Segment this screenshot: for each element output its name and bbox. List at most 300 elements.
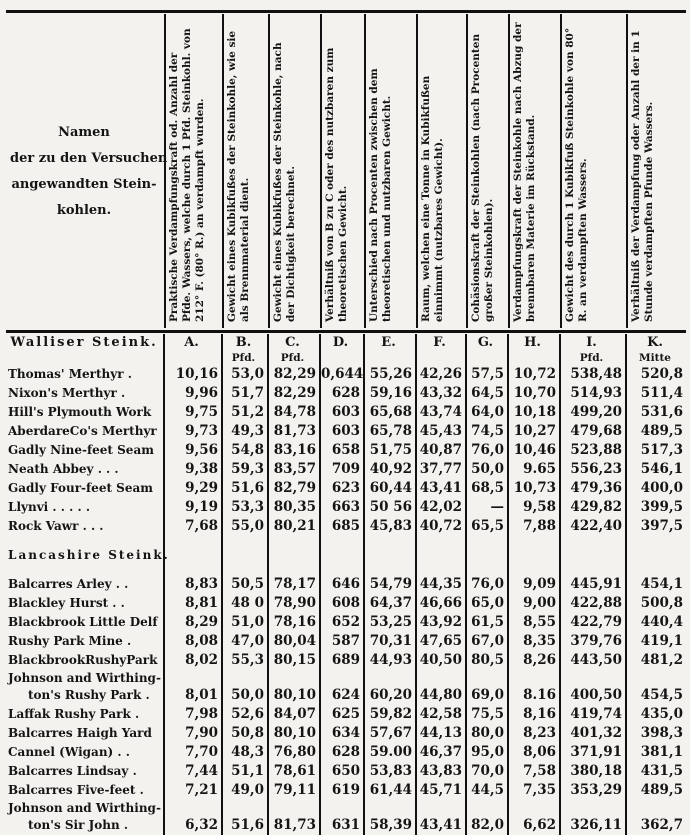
value-cell: 514,93 [560, 384, 626, 403]
value-cell: 84,07 [268, 705, 320, 724]
units-spacer [6, 351, 164, 365]
section-title-row [6, 334, 686, 351]
value-cell: 61,5 [466, 613, 508, 632]
value-cell: 422,79 [560, 613, 626, 632]
value-cell: 440,4 [626, 613, 686, 632]
column-letter: E. [364, 334, 416, 351]
table-row [6, 743, 686, 762]
value-cell: 80,5 [466, 651, 508, 670]
coal-name: AberdareCo's Merthyr [8, 424, 157, 438]
value-cell: 61,44 [364, 781, 416, 800]
value-cell: 625 [320, 705, 364, 724]
value-cell: 47,0 [222, 632, 268, 651]
names-header-line: kohlen. [56, 203, 112, 218]
table-row [6, 498, 686, 517]
value-cell: 69,0 [466, 686, 508, 705]
value-cell: 10,70 [508, 384, 560, 403]
value-cell: 58,39 [364, 816, 416, 835]
value-cell: 445,91 [560, 575, 626, 594]
value-cell: 9.65 [508, 460, 560, 479]
value-cell: 9,00 [508, 594, 560, 613]
value-cell: 9,58 [508, 498, 560, 517]
coal-name: Balcarres Lindsay . [8, 764, 137, 778]
value-cell: 74,5 [466, 422, 508, 441]
value-cell: 511,4 [626, 384, 686, 403]
table-row [6, 594, 686, 613]
value-cell: 517,3 [626, 441, 686, 460]
spacer-cell [164, 536, 222, 546]
coal-data-table [6, 334, 686, 835]
value-cell: 80,35 [268, 498, 320, 517]
column-header-a [164, 14, 222, 328]
coal-name: ton's Sir John . [28, 818, 129, 832]
value-cell: 326,11 [560, 816, 626, 835]
spacer-cell [508, 565, 560, 575]
value-cell: 481,2 [626, 651, 686, 670]
empty-cell [164, 670, 222, 686]
spacer-cell [560, 536, 626, 546]
value-cell: 7,44 [164, 762, 222, 781]
value-cell: 10,73 [508, 479, 560, 498]
value-cell: 400,0 [626, 479, 686, 498]
value-cell: 51,6 [222, 479, 268, 498]
empty-cell [466, 670, 508, 686]
value-cell: 47,65 [416, 632, 466, 651]
value-cell: 68,5 [466, 479, 508, 498]
value-cell: 50,5 [222, 575, 268, 594]
value-cell: 81,73 [268, 816, 320, 835]
units-row [6, 351, 686, 365]
value-cell: 685 [320, 517, 364, 536]
table-row [6, 686, 686, 705]
empty-cell [626, 800, 686, 816]
value-cell: 10,72 [508, 365, 560, 384]
value-cell: 8,23 [508, 724, 560, 743]
table-row [6, 613, 686, 632]
table-row [6, 651, 686, 670]
value-cell: 49,0 [222, 781, 268, 800]
value-cell: 84,78 [268, 403, 320, 422]
table-row [6, 762, 686, 781]
spacer-cell [268, 536, 320, 546]
spacer-row [6, 565, 686, 575]
value-cell: 619 [320, 781, 364, 800]
value-cell: 49,3 [222, 422, 268, 441]
value-cell: 79,11 [268, 781, 320, 800]
value-cell: 78,61 [268, 762, 320, 781]
coal-name: Balcarres Haigh Yard [8, 726, 152, 740]
value-cell: 40,92 [364, 460, 416, 479]
spacer-cell [508, 536, 560, 546]
value-cell: 8,06 [508, 743, 560, 762]
value-cell: 76,0 [466, 441, 508, 460]
unit-label [508, 351, 560, 365]
value-cell: 381,1 [626, 743, 686, 762]
column-letter: F. [416, 334, 466, 351]
value-cell: 8,02 [164, 651, 222, 670]
coal-name: Llynvi . . . . . [8, 500, 91, 514]
value-cell: 608 [320, 594, 364, 613]
value-cell: 429,82 [560, 498, 626, 517]
value-cell: 51,2 [222, 403, 268, 422]
value-cell: 489,5 [626, 781, 686, 800]
unit-label [364, 351, 416, 365]
value-cell: 48,3 [222, 743, 268, 762]
empty-cell [560, 546, 626, 565]
value-cell: 64,37 [364, 594, 416, 613]
value-cell: 623 [320, 479, 364, 498]
value-cell: 42,26 [416, 365, 466, 384]
column-header-k [626, 14, 686, 328]
value-cell: 650 [320, 762, 364, 781]
column-header-text: Cohäsionskraft der Steinkohlen (nach Procenten großer Steinkohlen). [470, 33, 495, 322]
value-cell: 479,36 [560, 479, 626, 498]
value-cell: 54,8 [222, 441, 268, 460]
value-cell: 422,40 [560, 517, 626, 536]
value-cell: 431,5 [626, 762, 686, 781]
value-cell: 44,5 [466, 781, 508, 800]
table-row [6, 575, 686, 594]
column-letter: D. [320, 334, 364, 351]
table-row [6, 517, 686, 536]
column-letter: G. [466, 334, 508, 351]
table-row [6, 441, 686, 460]
coal-name: Neath Abbey . . . [8, 462, 119, 476]
coal-name: BlackbrookRushyPark [8, 653, 158, 667]
value-cell: 80,0 [466, 724, 508, 743]
value-cell: 44,93 [364, 651, 416, 670]
value-cell: 70,0 [466, 762, 508, 781]
value-cell: 80,10 [268, 724, 320, 743]
table-row [6, 781, 686, 800]
empty-cell [416, 670, 466, 686]
value-cell: 634 [320, 724, 364, 743]
spacer-cell [222, 565, 268, 575]
empty-cell [508, 546, 560, 565]
coal-name: Blackbrook Little Delf [8, 615, 158, 629]
spacer-cell [560, 565, 626, 575]
value-cell: 489,5 [626, 422, 686, 441]
unit-label [466, 351, 508, 365]
spacer-cell [164, 565, 222, 575]
column-letter: H. [508, 334, 560, 351]
value-cell: 43,92 [416, 613, 466, 632]
spacer-cell [626, 536, 686, 546]
value-cell: 51,1 [222, 762, 268, 781]
value-cell: 65,68 [364, 403, 416, 422]
value-cell: 379,76 [560, 632, 626, 651]
value-cell: 10,46 [508, 441, 560, 460]
value-cell: 65,5 [466, 517, 508, 536]
table-row-name-continuation [6, 670, 686, 686]
coal-name: Balcarres Arley . . [8, 577, 129, 591]
value-cell: 603 [320, 422, 364, 441]
value-cell: 454,1 [626, 575, 686, 594]
value-cell: 663 [320, 498, 364, 517]
value-cell: 658 [320, 441, 364, 460]
value-cell: 51,0 [222, 613, 268, 632]
value-cell: 628 [320, 743, 364, 762]
table-row [6, 632, 686, 651]
value-cell: 7,98 [164, 705, 222, 724]
column-header-d [320, 14, 364, 328]
value-cell: 6,62 [508, 816, 560, 835]
value-cell: 8,81 [164, 594, 222, 613]
names-header-line: angewandten Stein- [11, 177, 157, 192]
value-cell: 520,8 [626, 365, 686, 384]
value-cell: 689 [320, 651, 364, 670]
value-cell: 75,5 [466, 705, 508, 724]
value-cell: 83,16 [268, 441, 320, 460]
coal-name: Rock Vawr . . . [8, 519, 104, 533]
value-cell: 10,27 [508, 422, 560, 441]
value-cell: 9,56 [164, 441, 222, 460]
column-letter: B. [222, 334, 268, 351]
value-cell: 81,73 [268, 422, 320, 441]
value-cell: 55,0 [222, 517, 268, 536]
coal-name: Blackley Hurst . . [8, 596, 125, 610]
value-cell: 7,68 [164, 517, 222, 536]
value-cell: 7,70 [164, 743, 222, 762]
value-cell: 46,66 [416, 594, 466, 613]
value-cell: 82,0 [466, 816, 508, 835]
value-cell: 709 [320, 460, 364, 479]
value-cell: 7,58 [508, 762, 560, 781]
table-row [6, 816, 686, 835]
value-cell: 6,32 [164, 816, 222, 835]
value-cell: 7,90 [164, 724, 222, 743]
value-cell: 652 [320, 613, 364, 632]
spacer-cell [416, 536, 466, 546]
coal-name: ton's Rushy Park . [28, 688, 150, 702]
empty-cell [364, 670, 416, 686]
unit-label: Mitte [626, 351, 686, 365]
value-cell: 70,31 [364, 632, 416, 651]
coal-name: Rushy Park Mine . [8, 634, 132, 648]
spacer-cell [6, 536, 164, 546]
value-cell: 44,13 [416, 724, 466, 743]
column-header-c [268, 14, 320, 328]
spacer-cell [466, 565, 508, 575]
value-cell: 419,1 [626, 632, 686, 651]
value-cell: 51,75 [364, 441, 416, 460]
spacer-cell [268, 565, 320, 575]
value-cell: 59,82 [364, 705, 416, 724]
value-cell: 37,77 [416, 460, 466, 479]
value-cell: 50,8 [222, 724, 268, 743]
value-cell: 624 [320, 686, 364, 705]
value-cell: 628 [320, 384, 364, 403]
column-header-h [508, 14, 560, 328]
value-cell: 9,96 [164, 384, 222, 403]
value-cell: 45,83 [364, 517, 416, 536]
empty-cell [164, 546, 222, 565]
column-header-b [222, 14, 268, 328]
value-cell: 8.16 [508, 686, 560, 705]
empty-cell [164, 800, 222, 816]
value-cell: 646 [320, 575, 364, 594]
value-cell: 44,80 [416, 686, 466, 705]
section-title: Walliser Steink. [10, 335, 158, 350]
value-cell: 419,74 [560, 705, 626, 724]
value-cell: 40,72 [416, 517, 466, 536]
value-cell: 538,48 [560, 365, 626, 384]
value-cell: 53,25 [364, 613, 416, 632]
value-cell: 78,17 [268, 575, 320, 594]
value-cell: 40,50 [416, 651, 466, 670]
column-header-text: Verhältniß der Verdampfung oder Anzahl der in 1 Stunde verdampften Pfunde Wassers. [630, 30, 655, 322]
empty-cell [222, 670, 268, 686]
value-cell: 7,88 [508, 517, 560, 536]
value-cell: 7,35 [508, 781, 560, 800]
value-cell: 50 56 [364, 498, 416, 517]
column-header-e [364, 14, 416, 328]
empty-cell [508, 670, 560, 686]
value-cell: 7,21 [164, 781, 222, 800]
value-cell: 8,26 [508, 651, 560, 670]
coal-name: Gadly Nine-feet Seam [8, 443, 154, 457]
value-cell: 10,16 [164, 365, 222, 384]
value-cell: 380,18 [560, 762, 626, 781]
value-cell: 499,20 [560, 403, 626, 422]
empty-cell [222, 800, 268, 816]
column-header-text: Verdampfungskraft der Steinkohle nach Abzug der brennbaren Materie im Rückstand. [512, 22, 537, 322]
value-cell: 631 [320, 816, 364, 835]
value-cell: 55,3 [222, 651, 268, 670]
value-cell: 0,644 [321, 366, 364, 382]
coal-name: Johnson and Wirthing- [8, 801, 161, 815]
value-cell: 45,71 [416, 781, 466, 800]
value-cell: 78,16 [268, 613, 320, 632]
empty-cell [560, 670, 626, 686]
column-header-text: Gewicht des durch 1 Kubikfuß Steinkohle von 80° R. an verdampften Wassers. [564, 27, 589, 322]
empty-cell [268, 670, 320, 686]
table-row [6, 460, 686, 479]
value-cell: 80,04 [268, 632, 320, 651]
unit-label: Pfd. [222, 351, 268, 365]
names-column-header [10, 120, 168, 224]
value-cell: 80,21 [268, 517, 320, 536]
table-row [6, 422, 686, 441]
value-cell: 57,5 [466, 365, 508, 384]
empty-cell [508, 800, 560, 816]
value-cell: 9,75 [164, 403, 222, 422]
value-cell: 398,3 [626, 724, 686, 743]
column-header-text: Gewicht eines Kubikfußes der Steinkohle, nach der Dichtigkeit berechnet. [272, 42, 297, 322]
value-cell: 479,68 [560, 422, 626, 441]
value-cell: 59,16 [364, 384, 416, 403]
empty-cell [364, 546, 416, 565]
value-cell: 603 [320, 403, 364, 422]
column-header-f [416, 14, 466, 328]
column-header-text: Raum, welchen eine Tonne in Kubikfußen einnimmt (nutzbares Gewicht). [420, 75, 445, 322]
coal-name: Cannel (Wigan) . . [8, 745, 130, 759]
table-row [6, 365, 686, 384]
column-header-text: Praktische Verdampfungskraft od. Anzahl der Pfde. Wassers, welche durch 1 Pfd. Steinkohl. von 212° F. (80° R.) an verdampft wurden. [168, 28, 206, 322]
value-cell: 50,0 [222, 686, 268, 705]
table-row [6, 479, 686, 498]
empty-cell [626, 670, 686, 686]
column-header-text: Verhältniß von B zu C oder des nutzbaren zum theoretischen Gewicht. [324, 47, 349, 322]
empty-cell [320, 670, 364, 686]
unit-label [416, 351, 466, 365]
value-cell: 53,0 [222, 365, 268, 384]
value-cell: 353,29 [560, 781, 626, 800]
value-cell: 531,6 [626, 403, 686, 422]
empty-cell [560, 800, 626, 816]
unit-label [320, 351, 364, 365]
value-cell: 54,79 [364, 575, 416, 594]
value-cell: 8,83 [164, 575, 222, 594]
value-cell: 65,0 [466, 594, 508, 613]
empty-cell [416, 546, 466, 565]
value-cell: 43,83 [416, 762, 466, 781]
names-header-line: Namen [58, 125, 110, 140]
coal-name: Thomas' Merthyr . [8, 367, 132, 381]
value-cell: 64,0 [466, 403, 508, 422]
value-cell: 52,6 [222, 705, 268, 724]
table-row [6, 384, 686, 403]
spacer-cell [364, 536, 416, 546]
empty-cell [222, 546, 268, 565]
value-cell: 65,78 [364, 422, 416, 441]
value-cell: 9,29 [164, 479, 222, 498]
value-cell: 51,7 [222, 384, 268, 403]
empty-cell [626, 546, 686, 565]
value-cell: 80,10 [268, 686, 320, 705]
table-row [6, 403, 686, 422]
empty-cell [268, 800, 320, 816]
value-cell: 587 [320, 632, 364, 651]
value-cell: 42,02 [416, 498, 466, 517]
value-cell: 443,50 [560, 651, 626, 670]
empty-cell [320, 800, 364, 816]
value-cell: 8,01 [164, 686, 222, 705]
value-cell: 10,18 [508, 403, 560, 422]
spacer-cell [222, 536, 268, 546]
value-cell: 9,38 [164, 460, 222, 479]
empty-cell [364, 800, 416, 816]
value-cell: 454,5 [626, 686, 686, 705]
value-cell: 53,83 [364, 762, 416, 781]
value-cell: 51,6 [222, 816, 268, 835]
value-cell: 8,29 [164, 613, 222, 632]
coal-name: Hill's Plymouth Work [8, 405, 152, 419]
coal-name: Johnson and Wirthing- [8, 671, 161, 685]
value-cell: 60,20 [364, 686, 416, 705]
section-title-row [6, 546, 686, 565]
value-cell: 8,16 [508, 705, 560, 724]
coal-name: Gadly Four-feet Seam [8, 481, 153, 495]
column-letter: C. [268, 334, 320, 351]
value-cell: 50,0 [466, 460, 508, 479]
value-cell: 400,50 [560, 686, 626, 705]
empty-cell [466, 546, 508, 565]
value-cell: 60,44 [364, 479, 416, 498]
value-cell: 523,88 [560, 441, 626, 460]
coal-name: Laffak Rushy Park . [8, 707, 140, 721]
value-cell: 9,09 [508, 575, 560, 594]
value-cell: 45,43 [416, 422, 466, 441]
value-cell: 397,5 [626, 517, 686, 536]
value-cell: 546,1 [626, 460, 686, 479]
unit-label: Pfd. [268, 351, 320, 365]
value-cell: 64,5 [466, 384, 508, 403]
spacer-cell [466, 536, 508, 546]
column-header-i [560, 14, 626, 328]
section-title: Lancashire Steink. [8, 548, 170, 562]
value-cell: 556,23 [560, 460, 626, 479]
